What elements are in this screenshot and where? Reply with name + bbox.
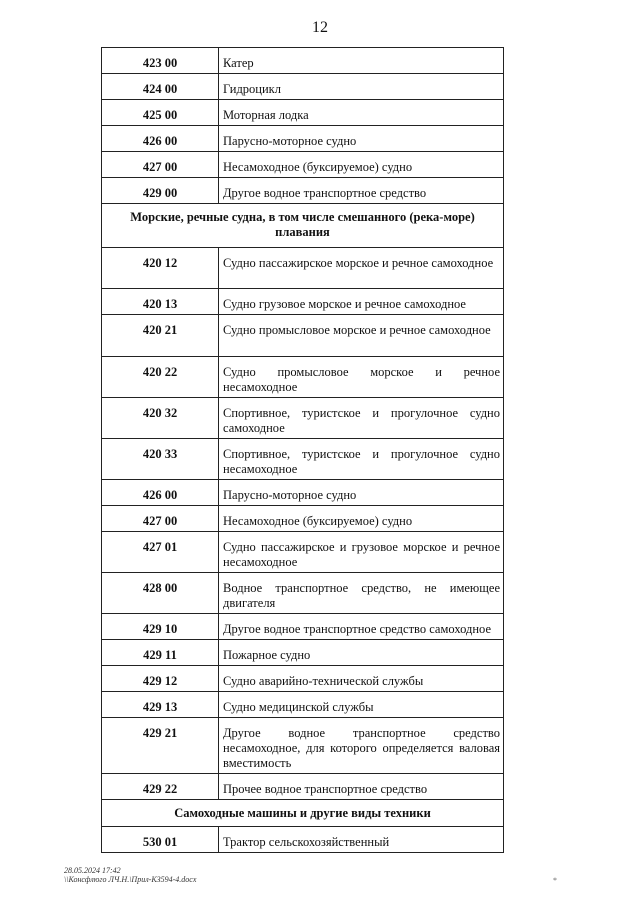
code-cell: 420 32 [102, 398, 219, 439]
code-cell: 429 10 [102, 614, 219, 640]
description-cell: Другое водное транспортное средство самоходное [219, 614, 504, 640]
description-cell: Моторная лодка [219, 100, 504, 126]
code-cell: 429 11 [102, 640, 219, 666]
code-cell: 424 00 [102, 74, 219, 100]
page-number: 12 [312, 19, 328, 36]
code-cell: 420 13 [102, 289, 219, 315]
code-cell: 425 00 [102, 100, 219, 126]
description-cell: Судно промысловое морское и речное самоходное [219, 315, 504, 357]
table-row [102, 439, 504, 480]
code-cell: 429 12 [102, 666, 219, 692]
description-cell: Судно пассажирское и грузовое морское и речное несамоходное [219, 532, 504, 573]
section-title: Морские, речные судна, в том числе смешанного (река-море) плавания [102, 204, 504, 248]
description-cell: Судно аварийно-технической службы [219, 666, 504, 692]
description-cell: Спортивное, туристское и прогулочное судно несамоходное [219, 439, 504, 480]
description-cell: Судно медицинской службы [219, 692, 504, 718]
code-cell: 426 00 [102, 480, 219, 506]
code-cell: 420 33 [102, 439, 219, 480]
description-cell: Судно грузовое морское и речное самоходное [219, 289, 504, 315]
code-cell: 429 22 [102, 774, 219, 800]
description-cell: Пожарное судно [219, 640, 504, 666]
description-cell: Парусно-моторное судно [219, 480, 504, 506]
table-row [102, 692, 504, 718]
table-row [102, 573, 504, 614]
table-row [102, 289, 504, 315]
description-cell: Судно пассажирское морское и речное самоходное [219, 248, 504, 289]
table-row [102, 357, 504, 398]
description-cell: Судно промысловое морское и речное несамоходное [219, 357, 504, 398]
table-row [102, 100, 504, 126]
table-row [102, 614, 504, 640]
code-cell: 429 00 [102, 178, 219, 204]
table-row [102, 315, 504, 357]
table-row [102, 480, 504, 506]
code-cell: 420 12 [102, 248, 219, 289]
description-cell: Другое водное транспортное средство несамоходное, для которого определяется валовая вместимость [219, 718, 504, 774]
code-cell: 429 13 [102, 692, 219, 718]
code-cell: 426 00 [102, 126, 219, 152]
code-cell: 423 00 [102, 48, 219, 74]
description-cell: Другое водное транспортное средство [219, 178, 504, 204]
table-row [102, 827, 504, 853]
table-row [102, 74, 504, 100]
table-row [102, 178, 504, 204]
section-header-row [102, 204, 504, 248]
table-row [102, 506, 504, 532]
table-row [102, 532, 504, 573]
description-cell: Спортивное, туристское и прогулочное судно самоходное [219, 398, 504, 439]
footer-mark: * [553, 876, 557, 885]
table-row [102, 126, 504, 152]
table-row [102, 666, 504, 692]
table-row [102, 48, 504, 74]
table-row [102, 718, 504, 774]
description-cell: Трактор сельскохозяйственный [219, 827, 504, 853]
description-cell: Парусно-моторное судно [219, 126, 504, 152]
code-cell: 428 00 [102, 573, 219, 614]
description-cell: Прочее водное транспортное средство [219, 774, 504, 800]
table-row [102, 152, 504, 178]
footer-file-path: \\Консфлюго ЛЧ.Н.\Прил-КЗ594-4.docx [64, 875, 197, 884]
section-title: Самоходные машины и другие виды техники [102, 800, 504, 827]
description-cell: Гидроцикл [219, 74, 504, 100]
table-row [102, 640, 504, 666]
footer-timestamp: 28.05.2024 17:42 [64, 866, 121, 875]
code-cell: 427 01 [102, 532, 219, 573]
description-cell: Водное транспортное средство, не имеющее двигателя [219, 573, 504, 614]
table-row [102, 774, 504, 800]
code-cell: 427 00 [102, 152, 219, 178]
code-cell: 429 21 [102, 718, 219, 774]
description-cell: Несамоходное (буксируемое) судно [219, 506, 504, 532]
table-row [102, 248, 504, 289]
document-footer [64, 866, 196, 884]
code-cell: 530 01 [102, 827, 219, 853]
code-cell: 420 21 [102, 315, 219, 357]
description-cell: Катер [219, 48, 504, 74]
section-header-row [102, 800, 504, 827]
classification-table [101, 47, 504, 853]
description-cell: Несамоходное (буксируемое) судно [219, 152, 504, 178]
table-row [102, 398, 504, 439]
code-cell: 427 00 [102, 506, 219, 532]
code-cell: 420 22 [102, 357, 219, 398]
